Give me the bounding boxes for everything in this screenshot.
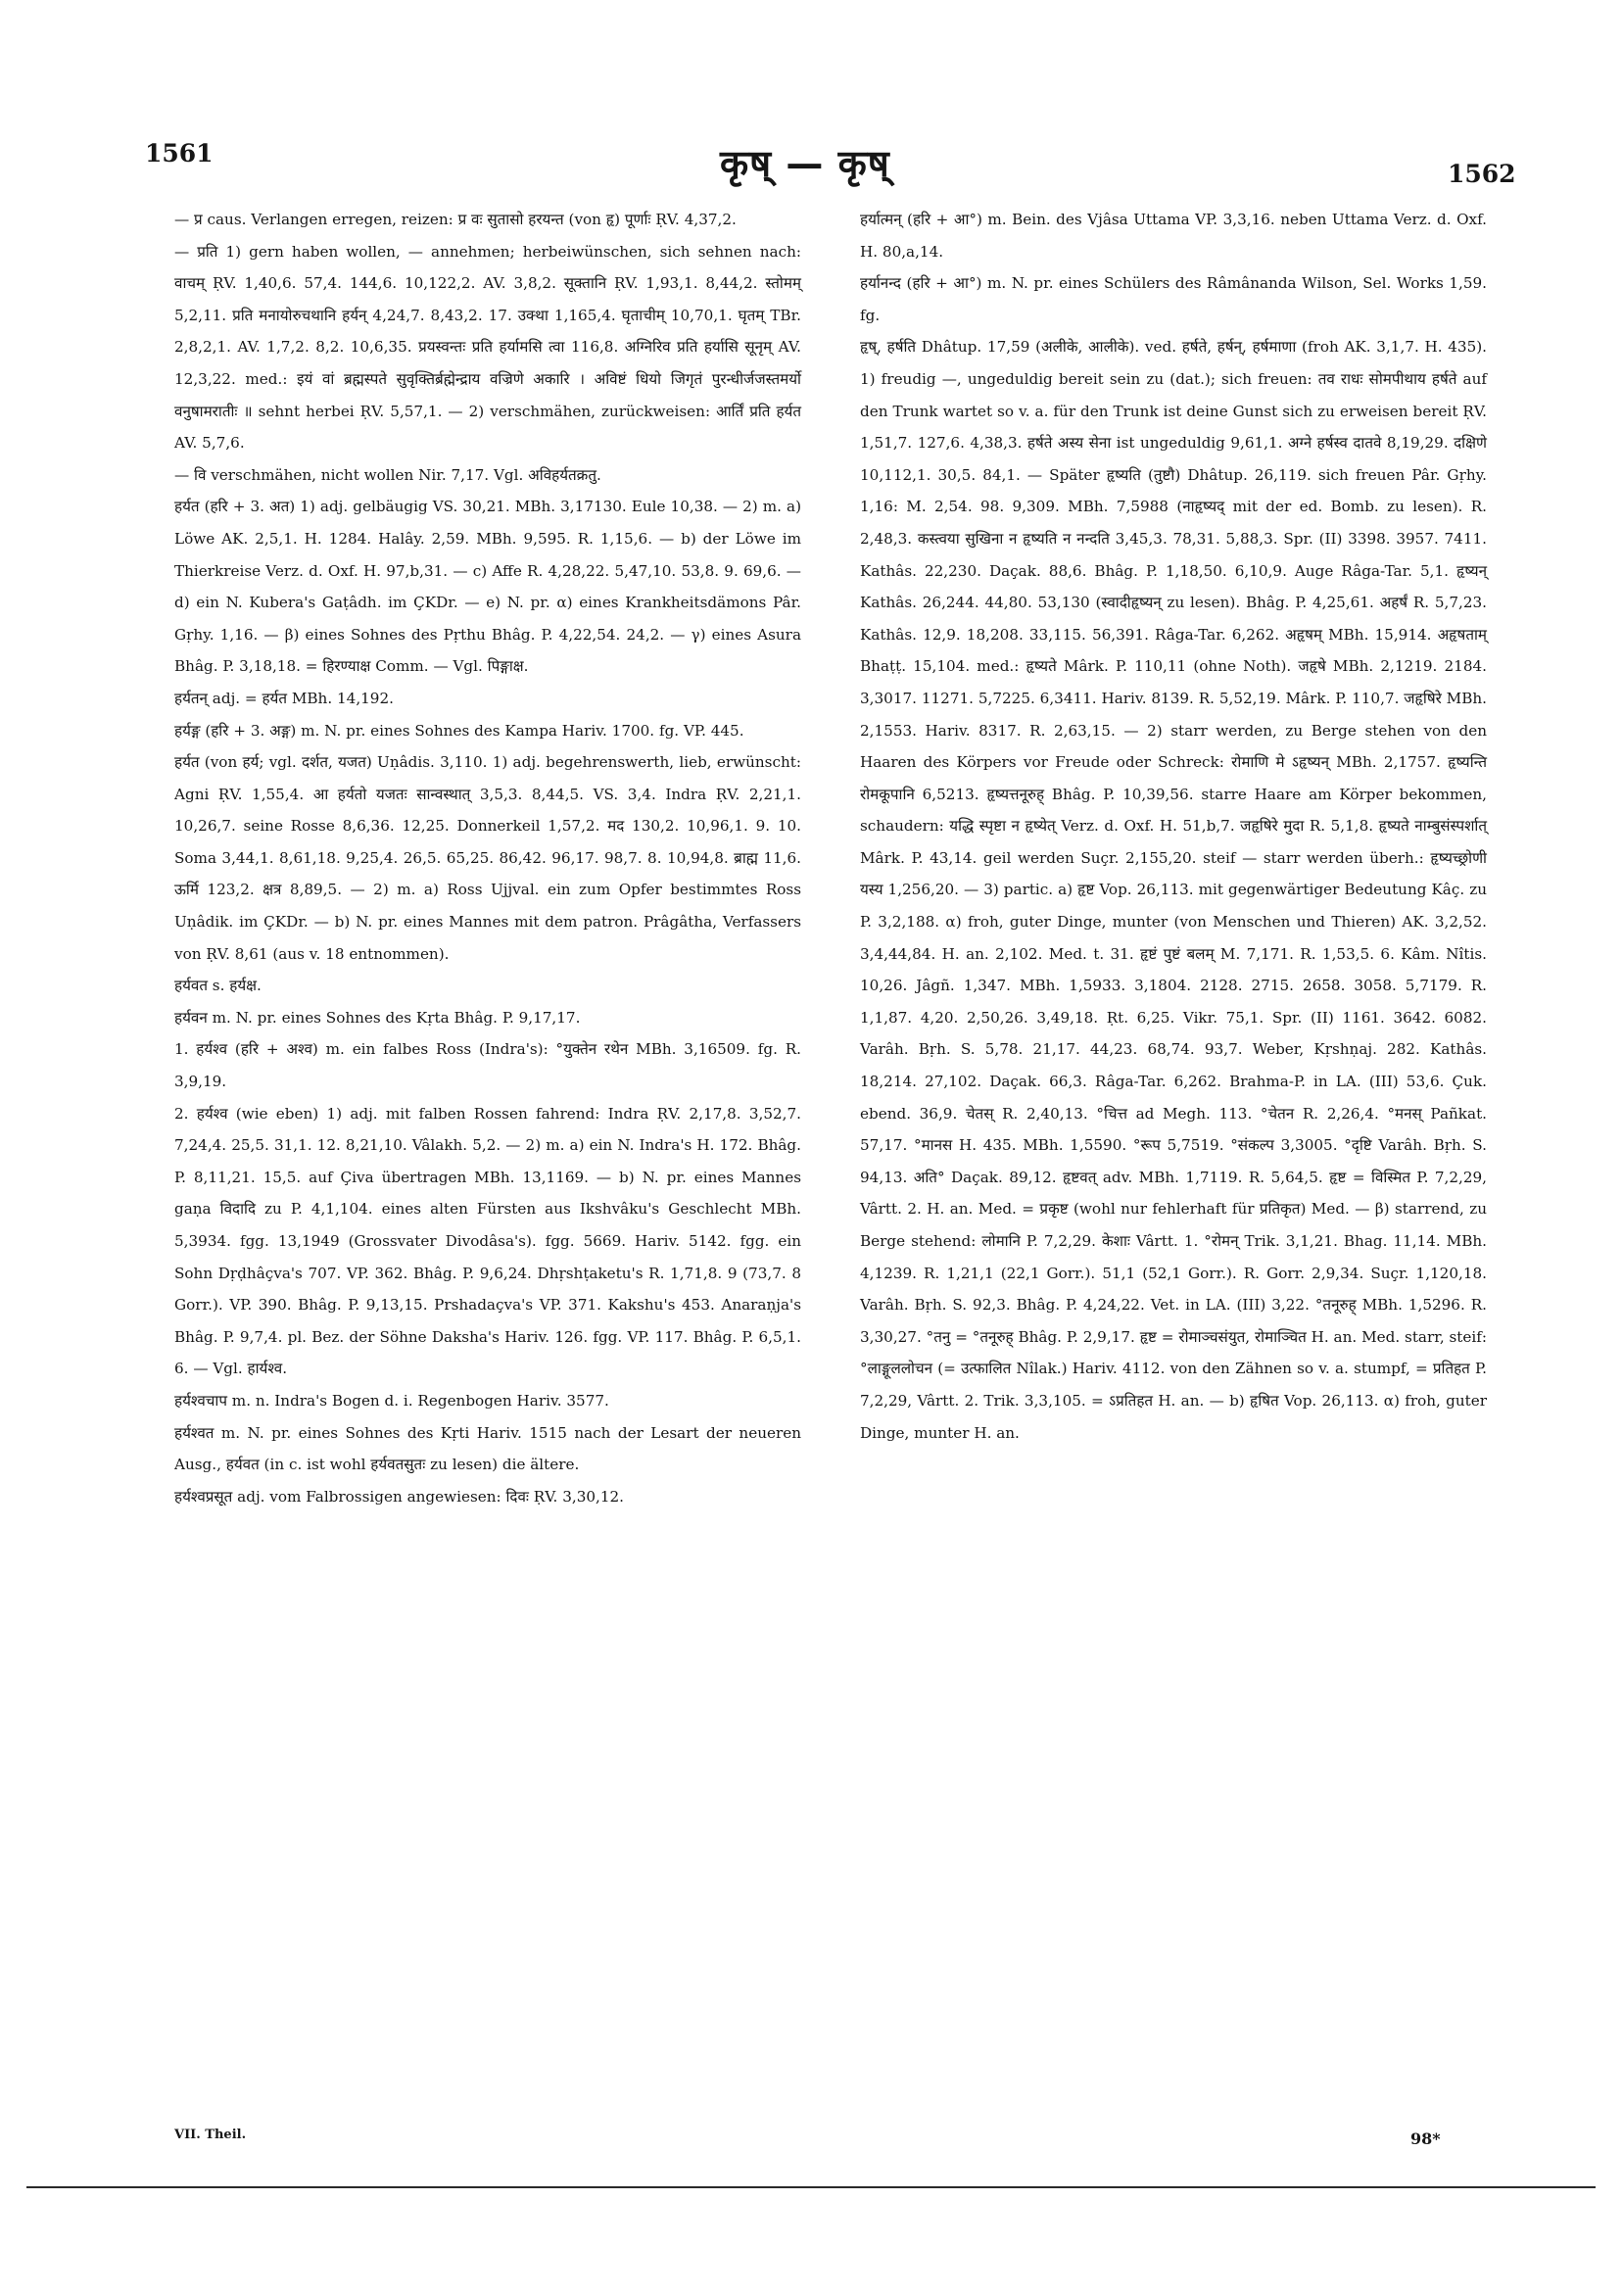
entry: हर्यवत s. हर्यक्ष. — [174, 977, 262, 995]
right-column — [860, 204, 1487, 1449]
entry: हर्यानन्द (हरि + आ°) m. N. pr. eines Schülers des Râmânanda Wilson, Sel. Works 1,59. fg. — [860, 274, 1487, 324]
entry: हर्यतन् adj. = हर्यत MBh. 14,192. — [174, 689, 394, 707]
entry: 1. हर्यश्व (हरि + अश्व) m. ein falbes Ross (Indra's): °युक्तेन रथेन MBh. 3,16509. fg. R. 3,9,19. — [174, 1040, 801, 1091]
entry: हर्यवन m. N. pr. eines Sohnes des Kṛta Bhâg. P. 9,17,17. — [174, 1008, 581, 1027]
entry: 2. हर्यश्व (wie eben) 1) adj. mit falben Rossen fahrend: Indra ṚV. 2,17,8. 3,52,7. 7,24,4. 25,5. 31,1. 12. 8,21,10. Vâlakh. 5,2. — 2) m. a) ein N. Indra's H. 172. Bhâg. P. 8,11,21. 15,5. auf Çiva übertragen MBh. 13,1169. — b) N. pr. eines Mannes gaṇa विदादि zu P. 4,1,104. eines alten Fürsten aus Ikshvâku's Geschlecht MBh. 5,3934. fgg. 13,1949 (Grossvater Divodâsa's). fgg. 5669. Hariv. 5142. fgg. ein Sohn Dṛḍhâçva's 707. VP. 362. Bhâg. P. 9,6,24. Dhṛshṭaketu's R. 1,71,8. 9 (73,7. 8 Gorr.). VP. 390. Bhâg. P. 9,13,15. Prshadaçva's VP. 371. Kakshu's 453. Anaraṇja's Bhâg. P. 9,7,4. pl. Bez. der Söhne Daksha's Hariv. 126. fgg. VP. 117. Bhâg. P. 6,5,1. 6. — Vgl. हार्यश्व. — [174, 1104, 801, 1378]
entry: हर्यश्वप्रसूत adj. vom Falbrossigen angewiesen: दिवः ṚV. 3,30,12. — [174, 1487, 625, 1506]
left-column — [174, 204, 801, 1512]
right-page-number: 1562 — [1448, 160, 1516, 188]
volume-signature: VII. Theil. — [174, 2128, 247, 2142]
entry: हर्यङ्ग (हरि + 3. अङ्ग) m. N. pr. eines Sohnes des Kampa Hariv. 1700. fg. VP. 445. — [174, 721, 744, 740]
entry: हर्यश्वचाप m. n. Indra's Bogen d. i. Regenbogen Hariv. 3577. — [174, 1391, 609, 1410]
running-headword: कृष् — कृष् — [720, 142, 890, 185]
entry: हर्यत (हरि + 3. अत) 1) adj. gelbäugig VS. 30,21. MBh. 3,17130. Eule 10,38. — 2) m. a) Löwe AK. 2,5,1. H. 1284. Halây. 2,59. MBh. 9,595. R. 1,15,6. — b) der Löwe im Thierkreise Verz. d. Oxf. H. 97,b,31. — c) Affe R. 4,28,22. 5,47,10. 53,8. 9. 69,6. — d) ein N. Kubera's Gaṭâdh. im ÇKDr. — e) N. pr. α) eines Krankheitsdämons Pâr. Gṛhy. 1,16. — β) eines Sohnes des Pṛthu Bhâg. P. 4,22,54. 24,2. — γ) eines Asura Bhâg. P. 3,18,18. = हिरण्याक्ष Comm. — Vgl. पिङ्गाक्ष. — [174, 498, 801, 676]
entry: — वि verschmähen, nicht wollen Nir. 7,17. Vgl. अविहर्यतक्रतु. — [174, 465, 601, 484]
sheet-number: 98* — [1410, 2129, 1441, 2148]
entry: हृष्, हर्षति Dhâtup. 17,59 (अलीके, आलीके). ved. हर्षते, हर्षन्, हर्षमाणा (froh AK. 3,1,7. H. 435). 1) freudig —, ungeduldig bereit sein zu (dat.); sich freuen: तव राधः सोमपीथाय हर्षते auf den Trunk wartet so v. a. für den Trunk ist deine Gunst sich zu erweisen bereit ṚV. 1,51,7. 127,6. 4,38,3. हर्षते अस्य सेना ist ungeduldig 9,61,1. अग्ने हर्षस्व दातवे 8,19,29. दक्षिणे 10,112,1. 30,5. 84,1. — Später हृष्यति (तुष्टौ) Dhâtup. 26,119. sich freuen Pâr. Gṛhy. 1,16: M. 2,54. 98. 9,309. MBh. 7,5988 (नाहृष्यद् mit der ed. Bomb. zu lesen). R. 2,48,3. कस्त्वया सुखिना न हृष्यति न नन्दति 3,45,3. 78,31. 5,88,3. Spr. (II) 3398. 3957. 7411. Kathâs. 22,230. Daçak. 88,6. Bhâg. P. 1,18,50. 6,10,9. Auge Râga-Tar. 5,1. हृष्यन् Kathâs. 26,244. 44,80. 53,130 (स्वादीहृष्यन् zu lesen). Bhâg. P. 4,25,61. अहर्षं R. 5,7,23. Kathâs. 12,9. 18,208. 33,115. 56,391. Râga-Tar. 6,262. अहृषम् MBh. 15,914. अहृषताम् Bhaṭṭ. 15,104. med.: हृष्यते Mârk. P. 110,11 (ohne Noth). जहृषे MBh. 2,1219. 2184. 3,3017. 11271. 5,7225. 6,3411. Hariv. 8139. R. 5,52,19. Mârk. P. 110,7. जहृषिरे MBh. 2,1553. Hariv. 8317. R. 2,63,15. — 2) starr werden, zu Berge stehen von den Haaren des Körpers vor Freude oder Schreck: रोमाणि मे ऽहृष्यन् MBh. 2,1757. हृष्यन्ति रोमकूपानि 6,5213. हृष्यत्तनूरुह् Bhâg. P. 10,39,56. starre Haare am Körper bekommen, schaudern: यद्धि स्पृष्टा न हृष्येत् Verz. d. Oxf. H. 51,b,7. जहृषिरे मुदा R. 5,1,8. हृष्यते नाम्बुसंस्पर्शात् Mârk. P. 43,14. geil werden Suçr. 2,155,20. steif — starr werden überh.: हृष्यच्छ्रोणी यस्य 1,256,20. — 3) partic. a) हृष्ट Vop. 26,113. mit gegenwärtiger Bedeutung Kâç. zu P. 3,2,188. α) froh, guter Dinge, munter (von Menschen und Thieren) AK. 3,2,52. 3,4,44,84. H. an. 2,102. Med. t. 31. हृष्टं पुष्टं बलम् M. 7,171. R. 1,53,5. 6. Kâm. Nîtis. 10,26. Jâgñ. 1,347. MBh. 1,5933. 3,1804. 2128. 2715. 2658. 3058. 5,7179. R. 1,1,87. 4,20. 2,50,26. 3,49,18. Ṛt. 6,25. Vikr. 75,1. Spr. (II) 1161. 3642. 6082. Varâh. Bṛh. S. 5,78. 21,17. 44,23. 68,74. 93,7. Weber, Kṛshṇaj. 282. Kathâs. 18,214. 27,102. Daçak. 66,3. Râga-Tar. 6,262. Brahma-P. in LA. (III) 53,6. Çuk. ebend. 36,9. चेतस् R. 2,40,13. °चित्त ad Megh. 113. °चेतन R. 2,26,4. °मनस् Pañkat. 57,17. °मानस H. 435. MBh. 1,5590. °रूप 5,7519. °संकल्प 3,3005. °दृष्टि Varâh. Bṛh. S. 94,13. अति° Daçak. 89,12. हृष्टवत् adv. MBh. 1,7119. R. 5,64,5. हृष्ट = विस्मित P. 7,2,29, Vârtt. 2. H. an. Med. = प्रकृष्ट (wohl nur fehlerhaft für प्रतिकृत) Med. — β) starrend, zu Berge stehend: लोमानि P. 7,2,29. केशाः Vârtt. 1. °रोमन् Trik. 3,1,21. Bhag. 11,14. MBh. 4,1239. R. 1,21,1 (22,1 Gorr.). 51,1 (52,1 Gorr.). R. Gorr. 2,9,34. Suçr. 1,120,18. Varâh. Bṛh. S. 92,3. Bhâg. P. 4,24,22. Vet. in LA. (III) 3,22. °तनूरुह् MBh. 1,5296. R. 3,30,27. °तनु = °तनूरुह् Bhâg. P. 2,9,17. हृष्ट = रोमाञ्चसंयुत, रोमाञ्चित H. an. Med. starr, steif: °लाङ्गूललोचन (= उत्फालित Nîlak.) Hariv. 4112. von den Zähnen so v. a. stumpf, = प्रतिहत P. 7,2,29, Vârtt. 2. Trik. 3,3,105. = ऽप्रतिहत H. an. — b) हृषित Vop. 26,113. α) froh, guter Dinge, munter H. an. — [860, 338, 1487, 1442]
entry: हर्यत (von हर्य; vgl. दर्शत, यजत) Uṇâdis. 3,110. 1) adj. begehrenswerth, lieb, erwünscht: Agni ṚV. 1,55,4. आ हर्यतो यजतः सान्वस्थात् 3,5,3. 8,44,5. VS. 3,4. Indra ṚV. 2,21,1. 10,26,7. seine Rosse 8,6,36. 12,25. Donnerkeil 1,57,2. मद 130,2. 10,96,1. 9. 10. Soma 3,44,1. 8,61,18. 9,25,4. 26,5. 65,25. 86,42. 96,17. 98,7. 8. 10,94,8. ब्राह्म 11,6. ऊर्मि 123,2. क्षत्र 8,89,5. — 2) m. a) Ross Ujjval. ein zum Opfer bestimmtes Ross Uṇâdik. im ÇKDr. — b) N. pr. eines Mannes mit dem patron. Prâgâtha, Verfassers von ṚV. 8,61 (aus v. 18 entnommen). — [174, 753, 801, 963]
bottom-rule — [26, 2186, 1596, 2188]
entry: — प्रति 1) gern haben wollen, — annehmen; herbeiwünschen, sich sehnen nach: वाचम् ṚV. 1,40,6. 57,4. 144,6. 10,122,2. AV. 3,8,2. सूक्तानि ṚV. 1,93,1. 8,44,2. स्तोमम् 5,2,11. प्रति मनायोरुचथानि हर्यन् 4,24,7. 8,43,2. 17. उक्था 1,165,4. घृताचीम् 10,70,1. घृतम् TBr. 2,8,2,1. AV. 1,7,2. 8,2. 10,6,35. प्रयस्वन्तः प्रति हर्यामसि त्वा 116,8. अग्निरिव प्रति हर्यासि सूनृम् AV. 12,3,22. med.: इयं वां ब्रह्मस्पते सुवृक्तिर्ब्रह्मेन्द्राय वज्रिणे अकारि । अविष्टं धियो जिगृतं पुरन्धीर्जजस्तमर्यो वनुषामरातीः ॥ sehnt herbei ṚV. 5,57,1. — 2) verschmähen, zurückweisen: आर्तिं प्रति हर्यत AV. 5,7,6. — [174, 242, 801, 453]
left-page-number: 1561 — [145, 139, 214, 167]
entry: — प्र caus. Verlangen erregen, reizen: प्र वः सुतासो हरयन्त (von हृ) पूर्णाः ṚV. 4,37,2. — [174, 211, 737, 228]
entry: हर्यात्मन् (हरि + आ°) m. Bein. des Vjâsa Uttama VP. 3,3,16. neben Uttama Verz. d. Oxf. H. 80,a,14. — [860, 211, 1487, 261]
entry: हर्यश्वत m. N. pr. eines Sohnes des Kṛti Hariv. 1515 nach der Lesart der neueren Ausg., हर्यवत (in c. ist wohl हर्यवतसुतः zu lesen) die ältere. — [174, 1423, 801, 1474]
